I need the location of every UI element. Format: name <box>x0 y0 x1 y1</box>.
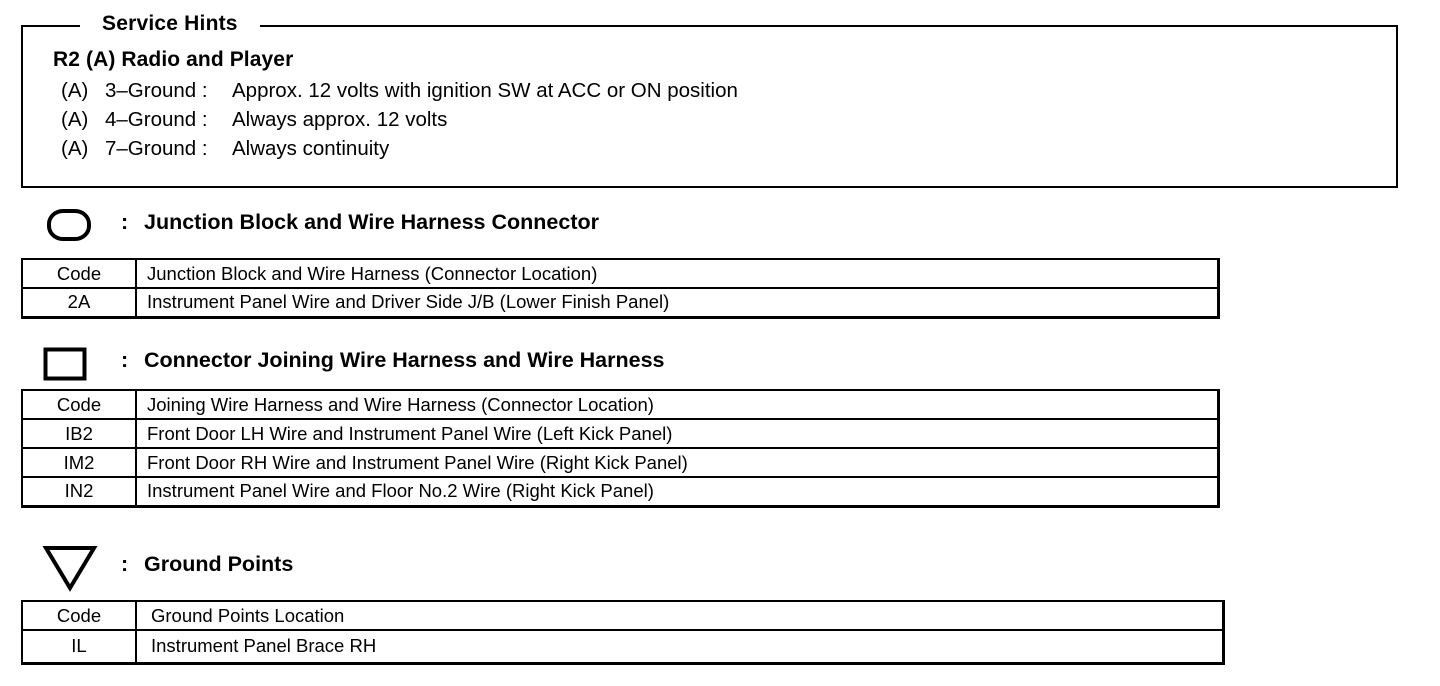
ground-heading <box>121 552 293 577</box>
triangle-icon <box>42 544 98 592</box>
rounded-rect-icon <box>46 208 92 242</box>
connector-heading-text: Connector Joining Wire Harness and Wire Harness <box>144 348 665 372</box>
table-header-row <box>22 390 1219 419</box>
hint-text: Always approx. 12 volts <box>232 108 448 131</box>
hint-terminal: 7–Ground : <box>105 137 208 160</box>
ground-heading-text: Ground Points <box>144 552 294 576</box>
junction-heading-text: Junction Block and Wire Harness Connector <box>144 210 599 234</box>
header-code: Code <box>22 601 136 630</box>
table-row <box>22 288 1219 317</box>
connector-table <box>21 389 1220 508</box>
hint-text: Approx. 12 volts with ignition SW at ACC or ON position <box>232 79 738 102</box>
table-header-row <box>22 601 1224 630</box>
hint-text: Always continuity <box>232 137 390 160</box>
row-desc: Front Door RH Wire and Instrument Panel Wire (Right Kick Panel) <box>136 448 1219 477</box>
table-header-row <box>22 259 1219 288</box>
header-code: Code <box>22 390 136 419</box>
heading-colon: : <box>121 210 129 234</box>
row-code: IL <box>22 630 136 663</box>
hint-line <box>61 79 738 103</box>
junction-heading <box>121 210 599 235</box>
hint-terminal: 3–Ground : <box>105 79 208 102</box>
table-row <box>22 477 1219 506</box>
table-row <box>22 630 1224 663</box>
row-code: IB2 <box>22 419 136 448</box>
header-code: Code <box>22 259 136 288</box>
hint-code: (A) <box>61 137 89 160</box>
hint-code: (A) <box>61 108 89 131</box>
heading-colon: : <box>121 348 129 372</box>
row-desc: Instrument Panel Wire and Floor No.2 Wire (Right Kick Panel) <box>136 477 1219 506</box>
table-row <box>22 419 1219 448</box>
hint-line <box>61 108 447 132</box>
service-hints-title: R2 (A) Radio and Player <box>53 48 294 71</box>
row-desc: Instrument Panel Brace RH <box>136 630 1224 663</box>
service-hints-legend: Service Hints <box>80 12 260 36</box>
table-row <box>22 448 1219 477</box>
row-code: IM2 <box>22 448 136 477</box>
header-desc: Junction Block and Wire Harness (Connector Location) <box>136 259 1219 288</box>
row-desc: Instrument Panel Wire and Driver Side J/B (Lower Finish Panel) <box>136 288 1219 317</box>
junction-table <box>21 258 1220 319</box>
row-desc: Front Door LH Wire and Instrument Panel Wire (Left Kick Panel) <box>136 419 1219 448</box>
square-icon <box>43 347 87 381</box>
ground-table <box>21 600 1225 665</box>
connector-heading <box>121 348 665 373</box>
header-desc: Joining Wire Harness and Wire Harness (Connector Location) <box>136 390 1219 419</box>
header-desc: Ground Points Location <box>136 601 1224 630</box>
hint-terminal: 4–Ground : <box>105 108 208 131</box>
hint-line <box>61 137 389 161</box>
row-code: 2A <box>22 288 136 317</box>
row-code: IN2 <box>22 477 136 506</box>
hint-code: (A) <box>61 79 89 102</box>
heading-colon: : <box>121 552 129 576</box>
